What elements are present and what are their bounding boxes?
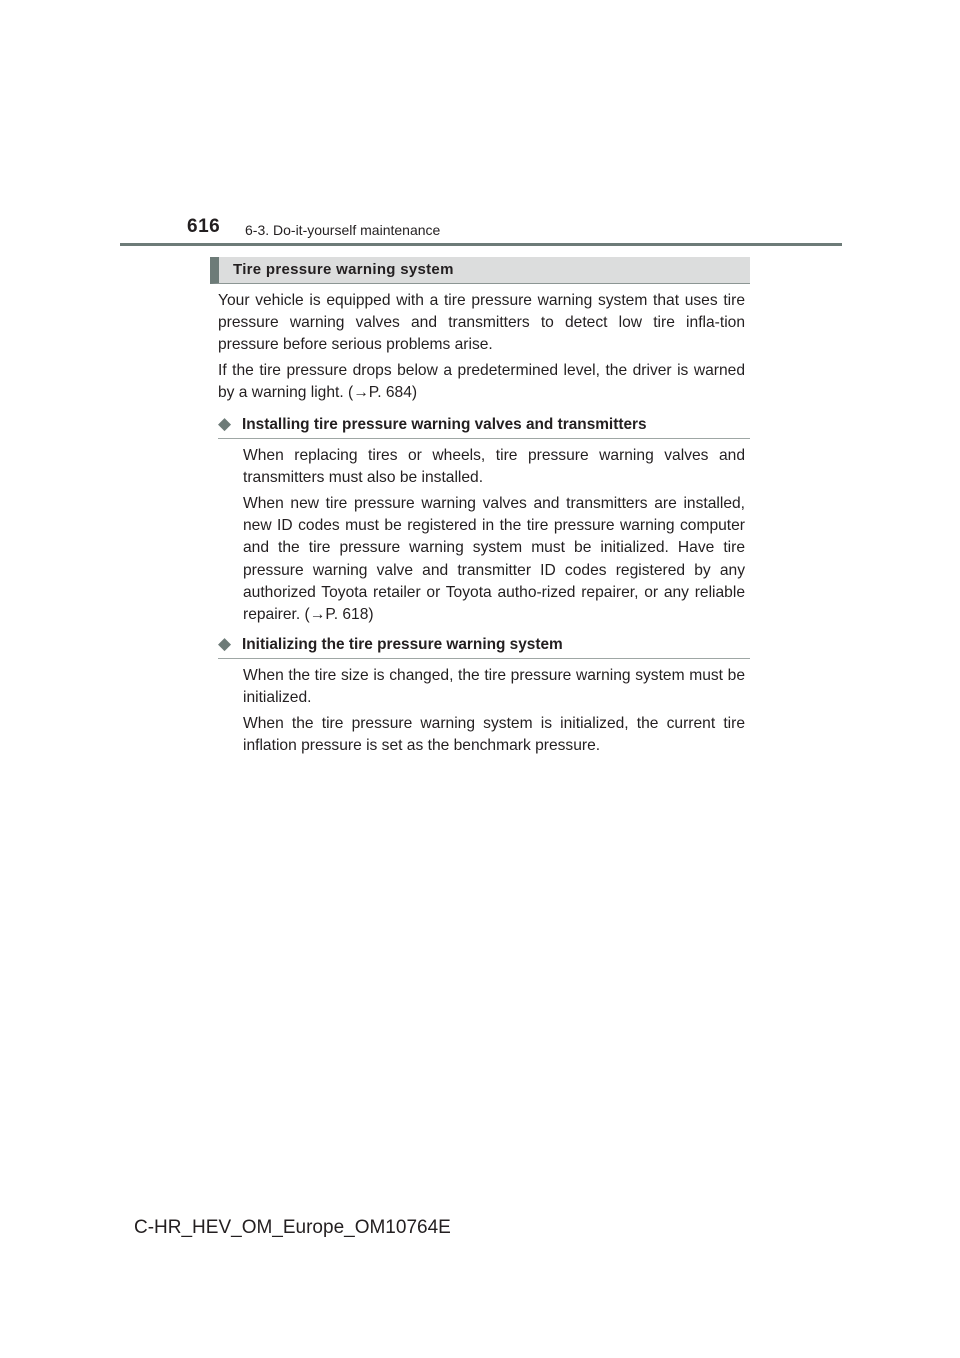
body-paragraph: When replacing tires or wheels, tire pressure warning valves and transmitters must also be installed. — [243, 447, 745, 487]
subsection-title: Initializing the tire pressure warning system — [242, 636, 563, 653]
subsection-heading — [218, 412, 750, 439]
subsection-title: Installing tire pressure warning valves and transmitters — [242, 416, 647, 433]
body-paragraph: When the tire size is changed, the tire pressure warning system must be initialized. — [243, 667, 745, 707]
section-heading — [210, 257, 750, 284]
diamond-icon: ◆ — [218, 634, 232, 653]
subsection-heading — [218, 632, 750, 659]
header-rule — [120, 243, 842, 246]
body-paragraph: When the tire pressure warning system is initialized, the current tire inflation pressure is set as the benchmark pressure. — [243, 715, 745, 755]
section-title: Tire pressure warning system — [233, 261, 454, 278]
diamond-icon: ◆ — [218, 414, 232, 433]
body-paragraph: When new tire pressure warning valves and transmitters are installed, new ID codes must be registered in the tire pressure warning computer and the tire pressure warning system must be initialized. Have tire pressure warning valve and transmitter ID codes registered by any authorized Toyota retailer or Toyota autho-rized repairer, or any reliable repairer. (→P. 618) — [243, 495, 745, 624]
chapter-title: 6-3. Do-it-yourself maintenance — [245, 222, 441, 238]
intro-paragraph: Your vehicle is equipped with a tire pressure warning system that uses tire pressure warning valves and transmitters to detect low tire infla-tion pressure before serious problems arise. — [218, 292, 745, 354]
intro-paragraph: If the tire pressure drops below a predetermined level, the driver is warned by a warning light. (→P. 684) — [218, 362, 745, 402]
manual-code-footer: C-HR_HEV_OM_Europe_OM10764E — [134, 1217, 451, 1238]
page-number: 616 — [187, 216, 221, 237]
